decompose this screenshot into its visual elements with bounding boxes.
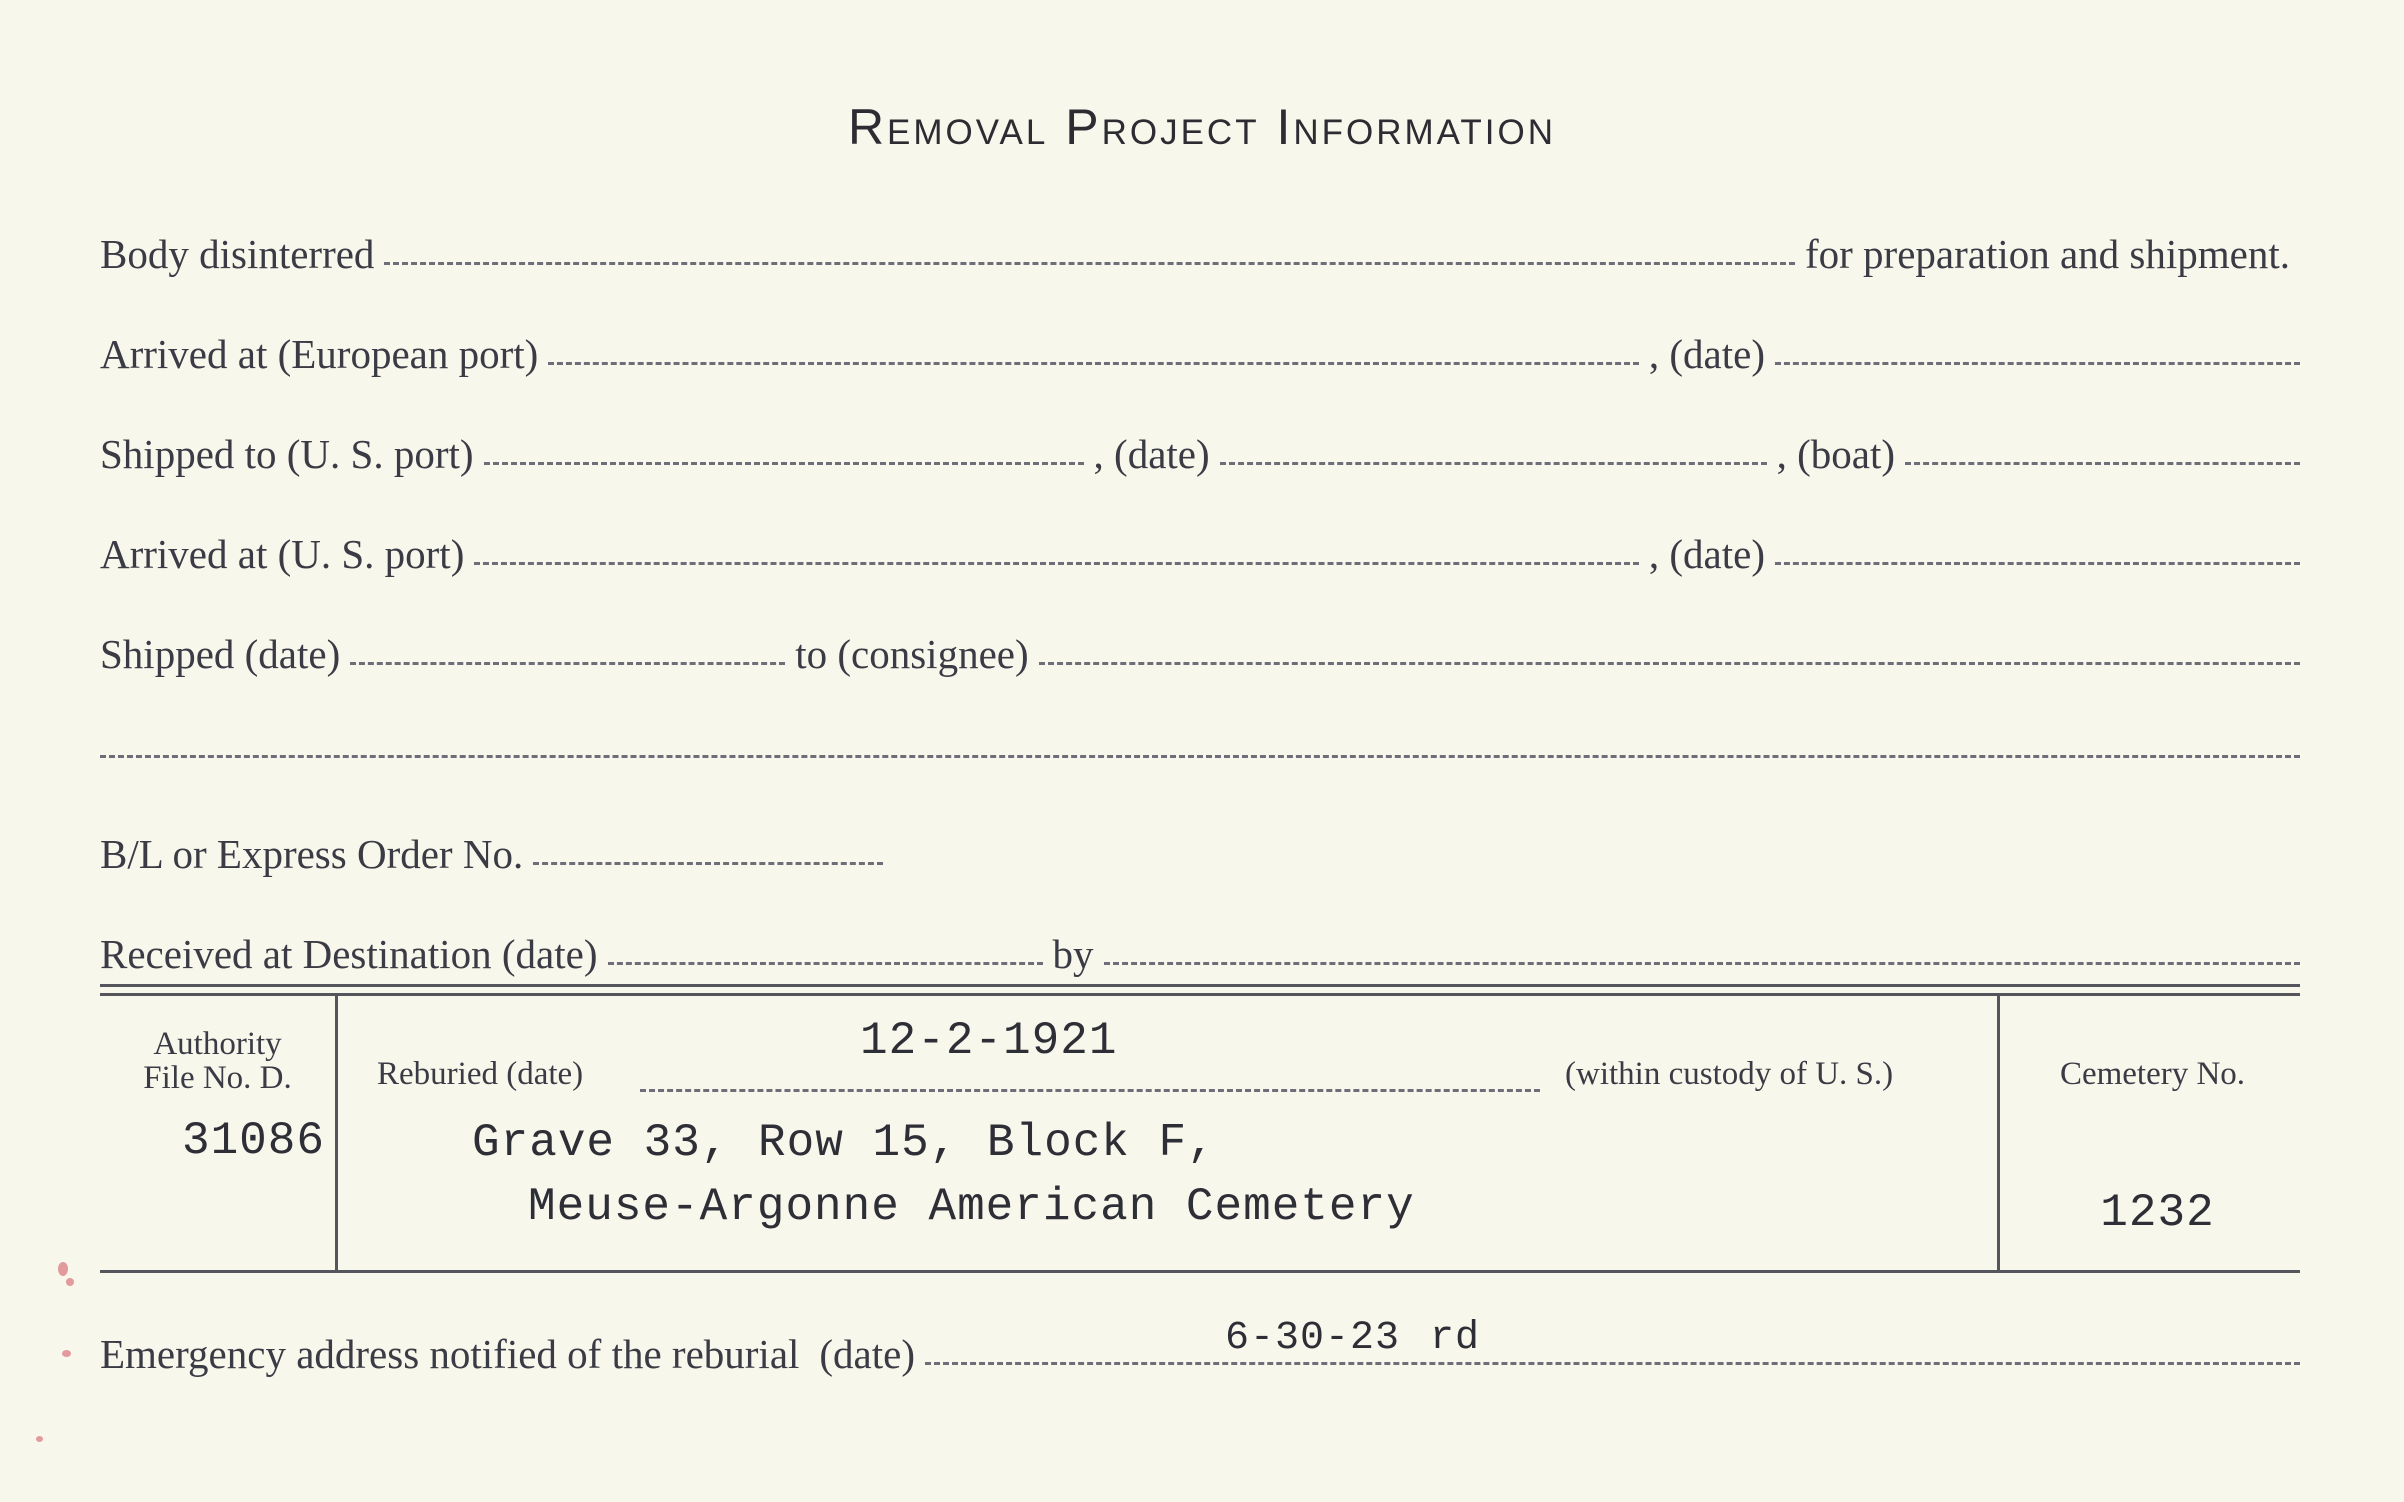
shipped-us-date-label: , (date)	[1093, 431, 1210, 477]
arrived-european-line	[548, 362, 1639, 365]
emergency-label: Emergency address notified of the reburial	[100, 1331, 800, 1377]
cemetery-label: Cemetery No.	[2059, 1056, 2246, 1092]
custody-label: (within custody of U. S.)	[1565, 1056, 1894, 1092]
arrived-european-date-line	[1775, 362, 2300, 365]
ink-mark	[58, 1262, 68, 1276]
reburied-date-line	[640, 1089, 1540, 1092]
arrived-us-line	[474, 562, 1639, 565]
shipped-us-label: Shipped to (U. S. port)	[100, 431, 474, 477]
shipped-date-line	[350, 662, 785, 665]
bl-order-line	[533, 862, 883, 865]
reburied-label: Reburied (date)	[377, 1056, 584, 1092]
ink-mark	[66, 1278, 74, 1286]
ink-mark	[36, 1436, 43, 1442]
row-arrived-european	[100, 315, 2300, 375]
row-shipped-date	[100, 615, 2300, 675]
consignee-continuation-line	[100, 755, 2300, 758]
divider-left	[335, 995, 338, 1270]
received-label: Received at Destination (date)	[100, 931, 598, 977]
shipped-date-label: Shipped (date)	[100, 631, 341, 677]
divider-bottom	[100, 1270, 2300, 1273]
burial-location-line1: Grave 33, Row 15, Block F,	[472, 1117, 1216, 1169]
emergency-date-value: 6-30-23	[1225, 1316, 1401, 1361]
body-disinterred-suffix: for preparation and shipment.	[1804, 231, 2290, 277]
cemetery-number: 1232	[2100, 1187, 2215, 1239]
arrived-european-label: Arrived at (European port)	[100, 331, 539, 377]
authority-label-1: Authority	[153, 1026, 282, 1062]
received-by-label: by	[1052, 931, 1094, 977]
body-disinterred-label: Body disinterred	[100, 231, 375, 277]
arrived-us-date-label: , (date)	[1648, 531, 1765, 577]
reburied-date-value: 12-2-1921	[860, 1015, 1118, 1067]
emergency-date-label: (date)	[819, 1331, 915, 1377]
received-date-line	[608, 962, 1043, 965]
shipped-us-port-line	[484, 462, 1084, 465]
row-body-disinterred	[100, 215, 2300, 275]
shipped-us-boat-label: , (boat)	[1776, 431, 1895, 477]
card-title: Removal Project Information	[847, 99, 1557, 155]
row-arrived-us	[100, 515, 2300, 575]
divider-right	[1997, 995, 2000, 1270]
burial-location-line2: Meuse-Argonne American Cemetery	[528, 1181, 1415, 1233]
row-emergency	[100, 1315, 2300, 1375]
divider-top-1	[100, 984, 2300, 987]
received-by-line	[1104, 962, 2301, 965]
row-received	[100, 915, 2300, 975]
reburial-section	[100, 995, 2300, 1270]
emergency-date-line	[925, 1362, 2300, 1365]
emergency-initials: rd	[1430, 1316, 1481, 1361]
ink-mark	[62, 1350, 71, 1357]
bl-order-label: B/L or Express Order No.	[100, 831, 524, 877]
consignee-label: to (consignee)	[795, 631, 1029, 677]
arrived-us-date-line	[1775, 562, 2300, 565]
arrived-european-date-label: , (date)	[1648, 331, 1765, 377]
authority-file-number: 31086	[181, 1115, 325, 1167]
body-disinterred-line	[384, 262, 1795, 265]
shipped-us-date-line	[1220, 462, 1767, 465]
row-bl-order	[100, 815, 2300, 875]
shipped-us-boat-line	[1905, 462, 2300, 465]
arrived-us-label: Arrived at (U. S. port)	[100, 531, 465, 577]
row-shipped-us	[100, 415, 2300, 475]
authority-label-2: File No. D.	[143, 1060, 292, 1096]
consignee-line	[1039, 662, 2300, 665]
